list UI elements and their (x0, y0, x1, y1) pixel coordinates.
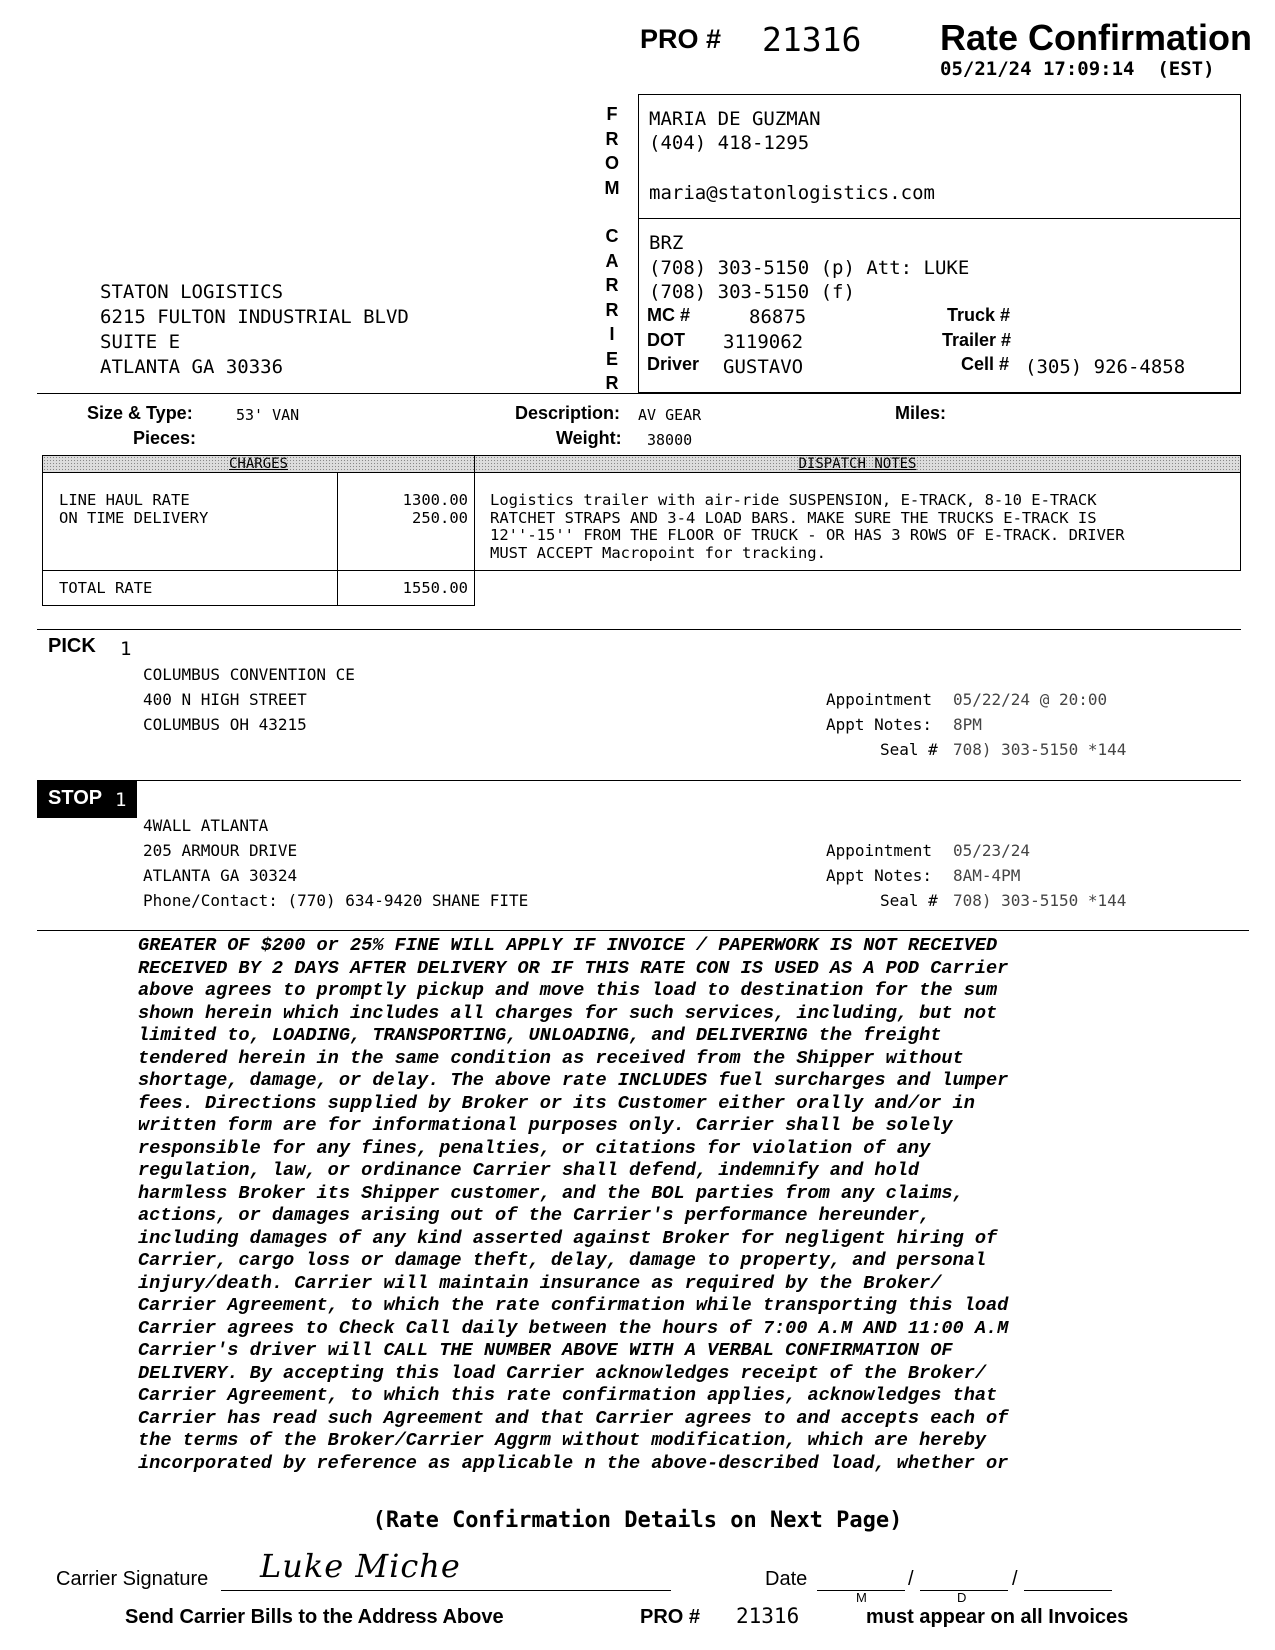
weight-value: 38000 (647, 431, 693, 449)
total-rate-label: TOTAL RATE (59, 579, 153, 597)
from-phone: (404) 418-1295 (649, 132, 810, 154)
broker-address1: 6215 FULTON INDUSTRIAL BLVD (100, 306, 409, 328)
legal-terms: GREATER OF $200 or 25% FINE WILL APPLY IF INVOICE / PAPERWORK IS NOT RECEIVED RECEIVED BY 2 DAYS AFTER DELIVERY OR IF THIS RATE CON IS USED AS A POD Carrier above agrees to promptly pickup and move this load to destination for the sum shown herein which includes all charges for such services, including, but not limited to, LOADING, TRANSPORTING, UNLOADING, and DELIVERING the freight tendered herein in the same condition as received from the Shipper without shortage, damage, or delay. The above rate INCLUDES fuel surcharges and lumper fees. Directions supplied by Broker or its Customer either orally and/or in written form are for informational purposes only. Carrier shall be solely responsible for any fines, penalties, or citations for violation of any regulation, law, or ordinance Carrier shall defend, indemnify and hold harmless Broker its Shipper customer, and the BOL parties from any claims, actions, or damages arising out of the Carrier's performance hereunder, including damages of any kind asserted against Broker for negligent hiring of Carrier, cargo loss or damage theft, delay, damage to property, and personal injury/death. Carrier will maintain insurance as required by the Broker/ Carrier Agreement, to which the rate confirmation while transporting this load Carrier agrees to Check Call daily between the hours of 7:00 A.M AND 11:00 A.M Carrier's driver will CALL THE NUMBER ABOVE WITH A VERBAL CONFIRMATION OF DELIVERY. By accepting this load Carrier acknowledges receipt of the Broker/ Carrier Agreement, to which this rate confirmation applies, acknowledges that Carrier has read such Agreement and that Carrier agrees to and accepts each of the terms of the Broker/Carrier Aggrm without modification, which are hereby incorporated by reference as applicable n the above-described load, whether or (138, 935, 1009, 1474)
date-year-line (1024, 1590, 1112, 1591)
pick-address: 400 N HIGH STREET (143, 690, 307, 709)
stop-divider (37, 780, 1241, 781)
stop-label: STOP (48, 787, 103, 809)
from-vertical-label: F R O M (604, 104, 620, 198)
dispatch-header-label: DISPATCH NOTES (798, 456, 917, 472)
date-label: Date (765, 1568, 808, 1590)
pick-number: 1 (120, 638, 132, 660)
from-name: MARIA DE GUZMAN (649, 108, 821, 130)
stop-address: 205 ARMOUR DRIVE (143, 841, 298, 860)
stop-appt-notes: 8AM-4PM (953, 866, 1021, 885)
weight-label: Weight: (556, 428, 622, 448)
charges-header-label: CHARGES (228, 456, 288, 472)
date-slash: / (1012, 1568, 1018, 1590)
total-rate-value: 1550.00 (402, 579, 468, 597)
date-day-hint: D (957, 1590, 967, 1605)
signature-line (221, 1590, 671, 1591)
carrier-truck-label: Truck # (947, 305, 1011, 325)
date-month-hint: M (856, 1590, 867, 1605)
dispatch-note-line: 12''-15'' FROM THE FLOOR OF TRUCK - OR HAS 3 ROWS OF E-TRACK. DRIVER (490, 526, 1125, 544)
stop-number: 1 (115, 789, 127, 811)
description-value: AV GEAR (638, 406, 702, 424)
date-slash: / (908, 1568, 914, 1590)
carrier-driver: GUSTAVO (723, 356, 804, 378)
footer-pro-number: 21316 (736, 1604, 800, 1628)
next-page-note: (Rate Confirmation Details on Next Page) (372, 1508, 903, 1533)
broker-city: ATLANTA GA 30336 (100, 356, 284, 378)
stop-appointment-label: Appointment (826, 841, 932, 860)
legal-divider (37, 930, 1249, 931)
pick-name: COLUMBUS CONVENTION CE (143, 665, 355, 684)
size-type-value: 53' VAN (236, 406, 300, 424)
carrier-mc: 86875 (749, 306, 807, 328)
carrier-cell-label: Cell # (961, 354, 1010, 374)
stop-seal-label: Seal # (880, 891, 938, 910)
signature-label: Carrier Signature (56, 1568, 209, 1590)
pick-divider (37, 629, 1241, 630)
timestamp: 05/21/24 17:09:14 (EST) (940, 58, 1215, 80)
size-type-label: Size & Type: (87, 403, 193, 423)
pick-seal-label: Seal # (880, 740, 938, 759)
charge-amount: 1300.00 (402, 491, 468, 509)
carrier-cell: (305) 926-4858 (1025, 356, 1186, 378)
charge-amount: 250.00 (412, 509, 468, 527)
pick-appointment: 05/22/24 @ 20:00 (953, 690, 1108, 709)
carrier-vertical-label: C A R R I E R (605, 226, 619, 393)
stop-appointment: 05/23/24 (953, 841, 1031, 860)
from-carrier-divider (638, 218, 1241, 219)
footer-pro-label: PRO # (640, 1606, 701, 1628)
pro-label: PRO # (640, 24, 722, 54)
broker-address2: SUITE E (100, 331, 181, 353)
miles-label: Miles: (895, 403, 947, 423)
page-title: Rate Confirmation (940, 17, 1253, 58)
stop-city: ATLANTA GA 30324 (143, 866, 298, 885)
carrier-dot: 3119062 (723, 331, 804, 353)
stop-contact: Phone/Contact: (770) 634-9420 SHANE FITE (143, 891, 529, 910)
pieces-label: Pieces: (133, 428, 197, 448)
dispatch-note-line: Logistics trailer with air-ride SUSPENSION, E-TRACK, 8-10 E-TRACK (490, 491, 1097, 509)
dispatch-note-line: RATCHET STRAPS AND 3-4 LOAD BARS. MAKE SURE THE TRUCKS E-TRACK IS (490, 509, 1097, 527)
must-appear-note: must appear on all Invoices (866, 1606, 1129, 1628)
carrier-phone: (708) 303-5150 (p) Att: LUKE (649, 257, 970, 279)
pick-appt-notes-label: Appt Notes: (826, 715, 932, 734)
pick-appointment-label: Appointment (826, 690, 932, 709)
pick-city: COLUMBUS OH 43215 (143, 715, 307, 734)
stop-appt-notes-label: Appt Notes: (826, 866, 932, 885)
send-bills-note: Send Carrier Bills to the Address Above (125, 1606, 504, 1628)
header-divider (37, 393, 1241, 394)
description-label: Description: (515, 403, 621, 423)
from-email[interactable]: maria@statonlogistics.com (649, 182, 935, 204)
pro-number: 21316 (762, 20, 862, 59)
carrier-dot-label: DOT (647, 330, 685, 350)
pick-label: PICK (48, 635, 96, 657)
broker-name: STATON LOGISTICS (100, 281, 284, 303)
carrier-driver-label: Driver (647, 354, 700, 374)
carrier-trailer-label: Trailer # (942, 330, 1012, 350)
carrier-name: BRZ (649, 232, 684, 254)
pick-seal: 708) 303-5150 *144 (953, 740, 1127, 759)
carrier-signature: Luke Miche (260, 1547, 461, 1585)
charge-label: ON TIME DELIVERY (59, 509, 209, 527)
carrier-fax: (708) 303-5150 (f) (649, 281, 855, 303)
carrier-mc-label: MC # (647, 305, 691, 325)
dispatch-note-line: MUST ACCEPT Macropoint for tracking. (490, 544, 826, 562)
charge-label: LINE HAUL RATE (59, 491, 190, 509)
stop-name: 4WALL ATLANTA (143, 816, 269, 835)
pick-appt-notes: 8PM (953, 715, 982, 734)
stop-seal: 708) 303-5150 *144 (953, 891, 1127, 910)
